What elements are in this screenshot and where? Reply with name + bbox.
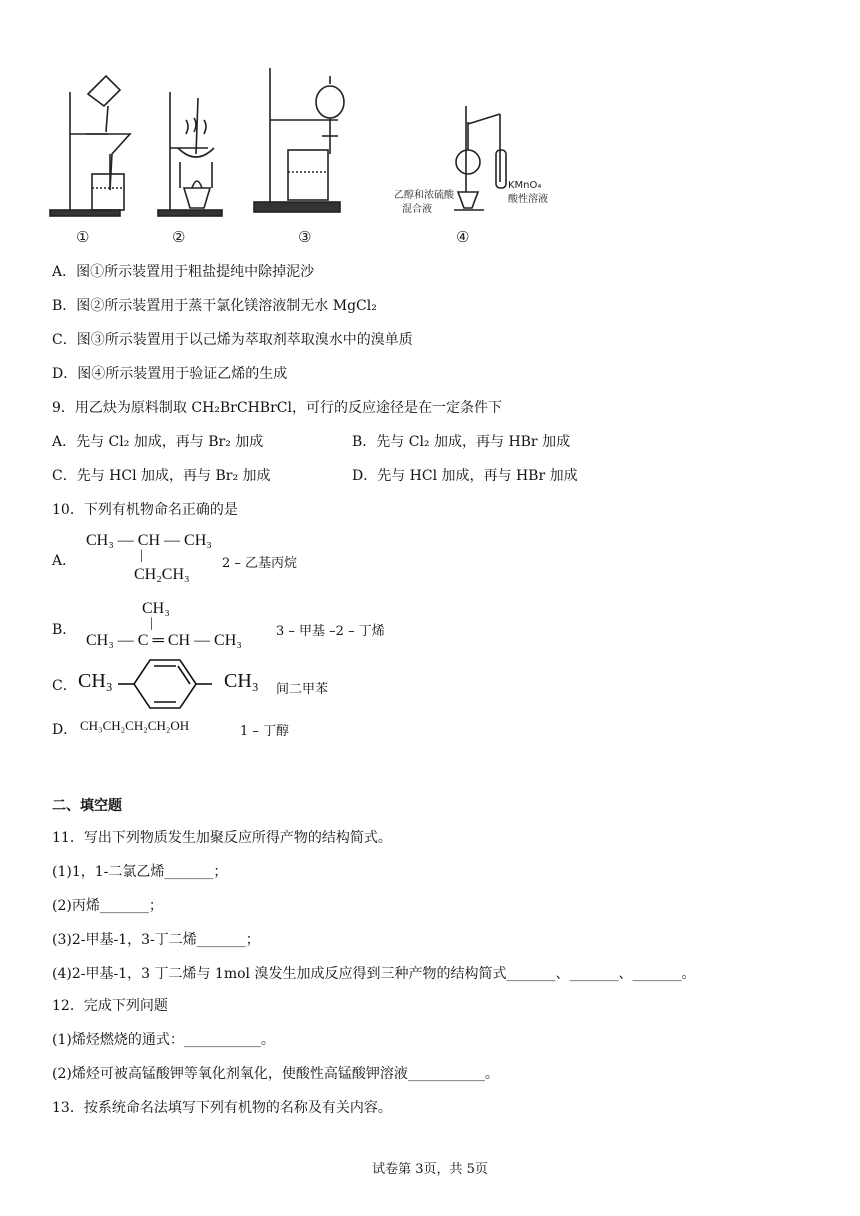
q10-b-structure-bond: | (150, 616, 153, 631)
q9-option-d: D．先与 HCl 加成，再与 HBr 加成 (352, 468, 578, 484)
q10-d-structure: CH₃CH₂CH₂CH₂OH (80, 718, 190, 733)
q9-option-c: C．先与 HCl 加成，再与 Br₂ 加成 (52, 468, 271, 484)
q10-a-structure-bond: | (140, 548, 143, 563)
page-footer: 试卷第 3页，共 5页 (372, 1162, 488, 1177)
q10-b-name: 3 – 甲基 –2 – 丁烯 (276, 624, 385, 639)
ethylene-apparatus (454, 106, 506, 210)
q9-option-a: A．先与 Cl₂ 加成，再与 Br₂ 加成 (52, 434, 264, 450)
q10-b-structure-top: CH₃ (142, 600, 170, 617)
flask-label-line1: 乙醇和浓硫酸 (394, 190, 454, 201)
q10-c-methyl-left: CH₃ (78, 670, 113, 692)
q10-option-c-label: C． (52, 678, 77, 694)
q8-option-d: D．图④所示装置用于验证乙烯的生成 (52, 366, 288, 382)
q13-stem: 13．按系统命名法填写下列有机物的名称及有关内容。 (52, 1100, 392, 1116)
q10-a-structure-main: CH₃ — CH — CH₃ (86, 532, 212, 549)
q10-c-methyl-right: CH₃ (224, 670, 259, 692)
evaporation-apparatus (158, 92, 222, 216)
q11-stem: 11．写出下列物质发生加聚反应所得产物的结构简式。 (52, 830, 392, 846)
q12-item-1: (1)烯烃燃烧的通式：___________。 (52, 1032, 275, 1048)
figure-label-3: ③ (298, 228, 312, 246)
figure-label-2: ② (172, 228, 186, 246)
flask-label-line2: 混合液 (402, 204, 432, 215)
figure-label-4: ④ (456, 228, 470, 246)
separatory-funnel-apparatus (254, 68, 344, 212)
apparatus-figure (48, 62, 568, 250)
q11-item-2: (2)丙烯_______； (52, 898, 163, 914)
q11-item-3: (3)2-甲基-1，3-丁二烯_______； (52, 932, 260, 948)
q8-option-c: C．图③所示装置用于以己烯为萃取剂萃取溴水中的溴单质 (52, 332, 413, 348)
q10-option-a-label: A． (52, 553, 77, 569)
q12-item-2: (2)烯烃可被高锰酸钾等氧化剂氧化，使酸性高锰酸钾溶液___________。 (52, 1066, 499, 1082)
q9-stem: 9．用乙炔为原料制取 CH₂BrCHBrCl，可行的反应途径是在一定条件下 (52, 400, 502, 416)
filtration-apparatus (50, 76, 130, 216)
q10-stem: 10．下列有机物命名正确的是 (52, 502, 238, 518)
q10-a-structure-branch: CH₂CH₃ (134, 566, 190, 583)
tube-label-line1: KMnO₄ (508, 180, 542, 191)
q9-option-b: B．先与 Cl₂ 加成，再与 HBr 加成 (352, 434, 571, 450)
q10-option-b-label: B． (52, 622, 77, 638)
q8-option-b: B．图②所示装置用于蒸干氯化镁溶液制无水 MgCl₂ (52, 298, 377, 314)
q10-a-name: 2 – 乙基丙烷 (222, 556, 298, 571)
q10-d-name: 1 – 丁醇 (240, 724, 290, 739)
q11-item-4: (4)2-甲基-1，3 丁二烯与 1mol 溴发生加成反应得到三种产物的结构简式_______、_______、_______。 (52, 966, 696, 982)
q11-item-1: (1)1，1-二氯乙烯_______； (52, 864, 228, 880)
section-heading: 二、填空题 (52, 798, 122, 814)
figure-label-1: ① (76, 228, 90, 246)
q10-c-name: 间二甲苯 (276, 682, 329, 697)
q12-stem: 12．完成下列问题 (52, 998, 168, 1014)
benzene-ring-icon (118, 656, 228, 712)
q8-option-a: A．图①所示装置用于粗盐提纯中除掉泥沙 (52, 264, 315, 280)
q10-b-structure-main: CH₃ — C ═ CH — CH₃ (86, 632, 242, 649)
q10-option-d-label: D． (52, 722, 78, 738)
tube-label-line2: 酸性溶液 (508, 194, 548, 205)
